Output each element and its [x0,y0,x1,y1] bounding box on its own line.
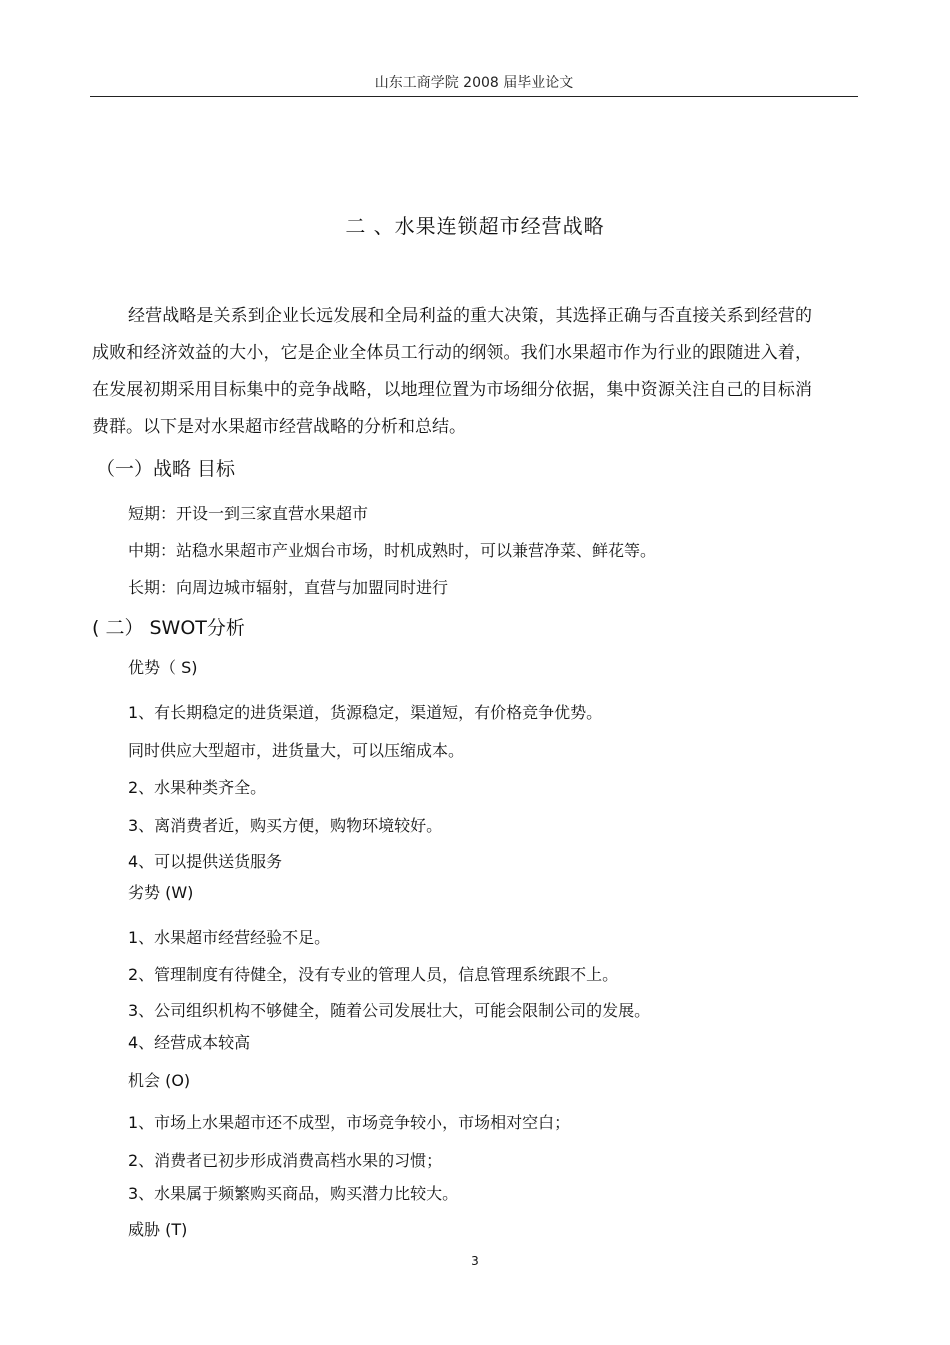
weakness-item: 4、经营成本较高 [128,1033,251,1052]
strength-item: 同时供应大型超市，进货量大，可以压缩成本。 [128,741,465,760]
goal-long-term: 长期：向周边城市辐射，直营与加盟同时进行 [128,578,449,597]
goal-short-term: 短期：开设一到三家直营水果超市 [128,504,369,523]
opportunities-label: 机会 (O) [128,1071,191,1090]
intro-paragraph: 经营战略是关系到企业长远发展和全局利益的重大决策，其选择正确与否直接关系到经营的成败和经济效益的大小，它是企业全体员工行动的纲领。我们水果超市作为行业的跟随进入着，在发展初期采用目标集中的竞争战略，以地理位置为市场细分依据，集中资源关注自己的目标消费群。以下是对水果超市经营战略的分析和总结。 [92,306,812,437]
goal-mid-term: 中期：站稳水果超市产业烟台市场，时机成熟时，可以兼营净菜、鲜花等。 [128,541,657,560]
opportunity-item: 3、水果属于频繁购买商品，购买潜力比较大。 [128,1184,459,1203]
section-strategy-goals-heading: （一）战略 目标 [96,458,236,480]
strength-item: 1、有长期稳定的进货渠道，货源稳定，渠道短，有价格竞争优势。 [128,703,603,722]
section-swot-heading: ( 二） SWOT分析 [92,617,245,639]
page-header: 山东工商学院 2008 届毕业论文 [90,72,858,97]
opportunity-item: 1、市场上水果超市还不成型，市场竞争较小，市场相对空白； [128,1113,571,1132]
opportunity-item: 2、消费者已初步形成消费高档水果的习惯； [128,1151,443,1170]
strength-item: 2、水果种类齐全。 [128,778,267,797]
strength-item: 4、可以提供送货服务 [128,852,283,871]
weakness-item: 1、水果超市经营经验不足。 [128,928,331,947]
page-number: 3 [471,1254,479,1268]
chapter-title: 二 、水果连锁超市经营战略 [345,214,605,238]
strength-item: 3、离消费者近，购买方便，购物环境较好。 [128,816,443,835]
threats-label: 威胁 (T) [128,1220,188,1239]
weakness-item: 3、公司组织机构不够健全，随着公司发展壮大，可能会限制公司的发展。 [128,1001,651,1020]
weaknesses-label: 劣势 (W) [128,883,194,902]
strengths-label: 优势（ S) [128,658,198,677]
weakness-item: 2、管理制度有待健全，没有专业的管理人员，信息管理系统跟不上。 [128,965,619,984]
